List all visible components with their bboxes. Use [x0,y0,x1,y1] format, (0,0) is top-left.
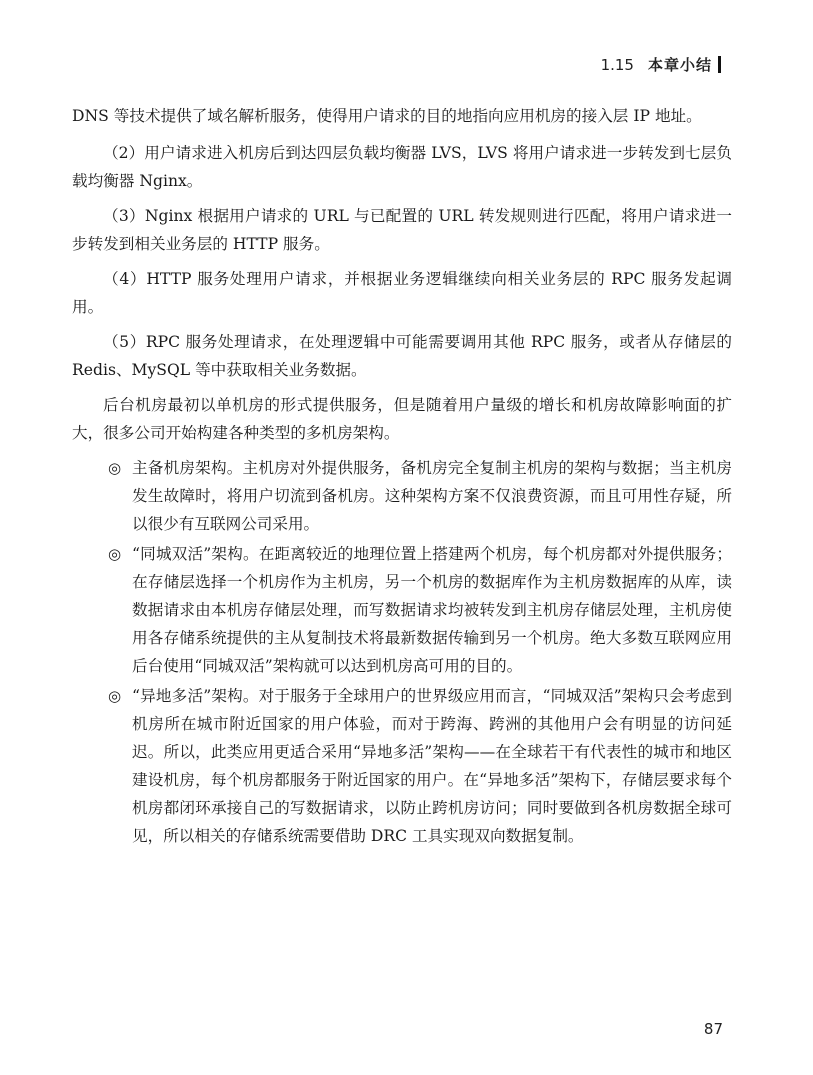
paragraph: （3）Nginx 根据用户请求的 URL 与已配置的 URL 转发规则进行匹配，将用户请求进一步转发到相关业务层的 HTTP 服务。 [72,207,732,253]
section-title: 本章小结 [647,56,712,74]
paragraph: DNS 等技术提供了域名解析服务，使得用户请求的目的地指向应用机房的接入层 IP 地址。 [72,107,702,125]
header-bar [718,56,721,73]
section-number: 1.15 [600,55,634,74]
list-item-text: 主备机房架构。主机房对外提供服务，备机房完全复制主机房的架构与数据；当主机房发生故障时，将用户切流到备机房。这种架构方案不仅浪费资源，而且可用性存疑，所以很少有互联网公司采用。 [132,459,732,533]
paragraph: （5）RPC 服务处理请求，在处理逻辑中可能需要调用其他 RPC 服务，或者从存储层的 Redis、MySQL 等中获取相关业务数据。 [72,333,732,379]
bullet-list [72,454,732,850]
running-header [601,54,721,75]
list-item-text: “异地多活”架构。对于服务于全球用户的世界级应用而言，“同城双活”架构只会考虑到机房所在城市附近国家的用户体验，而对于跨海、跨洲的其他用户会有明显的访问延迟。所以，此类应用更适合采用“异地多活”架构——在全球若干有代表性的城市和地区建设机房，每个机房都服务于附近国家的用户。在“异地多活”架构下，存储层要求每个机房都闭环承接自己的写数据请求，以防止跨机房访问；同时要做到各机房数据全球可见，所以相关的存储系统需要借助 DRC 工具实现双向数据复制。 [132,687,732,845]
bullet-marker: ◎ [108,459,122,477]
paragraph: （2）用户请求进入机房后到达四层负载均衡器 LVS，LVS 将用户请求进一步转发到七层负载均衡器 Nginx。 [72,144,732,190]
bullet-marker: ◎ [108,545,122,563]
list-item [72,540,732,680]
paragraph: 后台机房最初以单机房的形式提供服务，但是随着用户量级的增长和机房故障影响面的扩大，很多公司开始构建各种类型的多机房架构。 [72,396,732,442]
list-item-text: “同城双活”架构。在距离较近的地理位置上搭建两个机房，每个机房都对外提供服务；在存储层选择一个机房作为主机房，另一个机房的数据库作为主机房数据库的从库，读数据请求由本机房存储层处理，而写数据请求均被转发到主机房存储层处理，主机房使用各存储系统提供的主从复制技术将最新数据传输到另一个机房。绝大多数互联网应用后台使用“同城双活”架构就可以达到机房高可用的目的。 [132,545,732,675]
paragraph: （4）HTTP 服务处理用户请求，并根据业务逻辑继续向相关业务层的 RPC 服务发起调用。 [72,270,732,316]
page-body [72,102,732,852]
page-number: 87 [703,1020,723,1038]
list-item [72,454,732,538]
bullet-marker: ◎ [108,687,122,705]
list-item [72,682,732,850]
